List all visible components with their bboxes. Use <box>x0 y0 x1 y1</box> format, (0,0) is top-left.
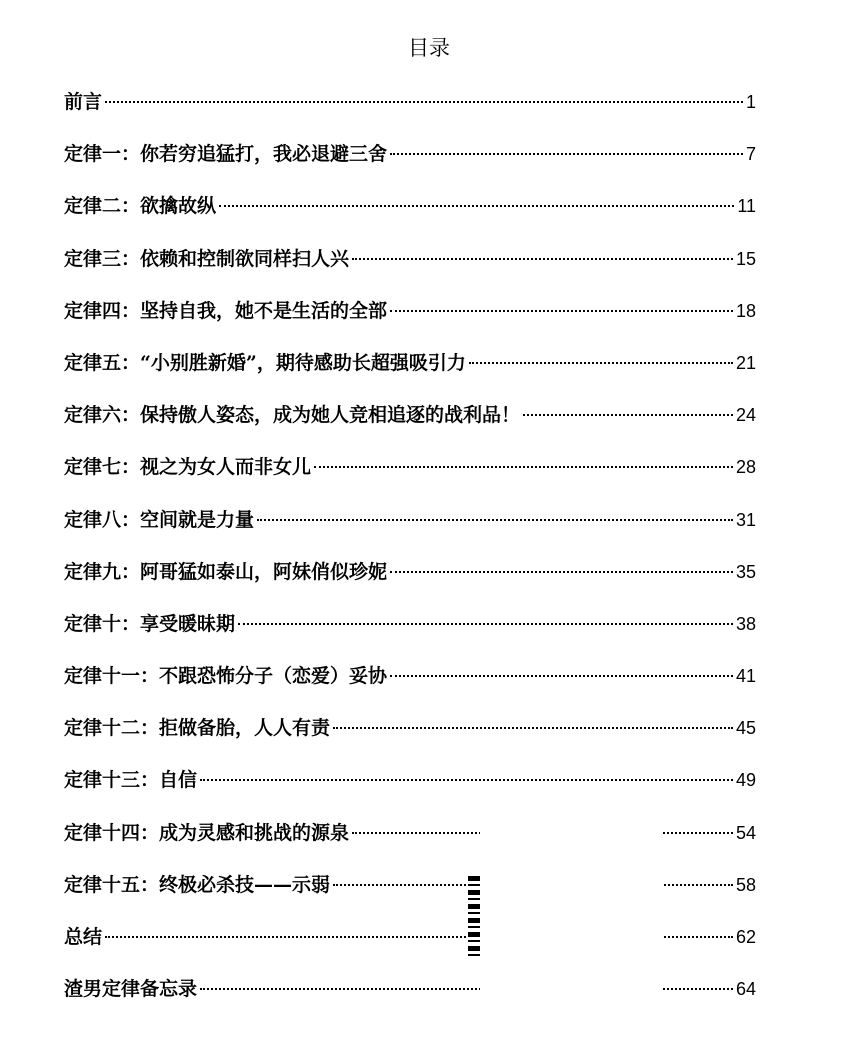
toc-entry-law-11[interactable] <box>64 656 756 708</box>
dot-leader <box>314 466 733 468</box>
dot-leader <box>390 675 733 677</box>
qr-code-icon <box>468 876 480 960</box>
dot-leader <box>390 153 743 155</box>
toc-entry-page: 18 <box>735 300 756 321</box>
toc-entry-label: 总结 <box>64 926 103 948</box>
toc-entry-law-7[interactable] <box>64 447 756 499</box>
toc-entry-law-10[interactable] <box>64 604 756 656</box>
toc-entry-law-8[interactable] <box>64 500 756 552</box>
overlay-patch <box>480 826 663 996</box>
toc-entry-page: 21 <box>735 352 756 373</box>
toc-entry-page: 15 <box>735 248 756 269</box>
toc-entry-label: 定律二：欲擒故纵 <box>64 195 217 218</box>
toc-entry-page: 31 <box>735 509 756 530</box>
toc-entry-label: 渣男定律备忘录 <box>64 978 198 1001</box>
toc-entry-law-9[interactable] <box>64 552 756 604</box>
dot-leader <box>200 779 733 781</box>
toc-entry-label: 前言 <box>64 91 103 113</box>
toc-entry-law-12[interactable] <box>64 708 756 760</box>
toc-entry-label: 定律三：依赖和控制欲同样扫人兴 <box>64 247 350 270</box>
toc-entry-page: 11 <box>737 196 756 217</box>
toc-entry-preface[interactable] <box>64 82 756 134</box>
toc-entry-page: 62 <box>735 927 756 947</box>
toc-entry-law-3[interactable] <box>64 239 756 291</box>
toc-entry-law-13[interactable] <box>64 760 756 812</box>
toc-entry-label: 定律五：“小别胜新婚”，期待感助长超强吸引力 <box>64 351 466 374</box>
toc-entry-label: 定律十一：不跟恐怖分子（恋爱）妥协 <box>64 665 388 688</box>
toc-entry-law-1[interactable] <box>64 134 756 186</box>
toc-entry-label: 定律八：空间就是力量 <box>64 508 255 531</box>
toc-entry-label: 定律十五：终极必杀技——示弱 <box>64 873 331 896</box>
dot-leader <box>333 727 733 729</box>
dot-leader <box>257 519 733 521</box>
toc-entry-page: 1 <box>745 92 756 112</box>
dot-leader <box>219 205 734 207</box>
toc-entry-page: 41 <box>735 666 756 687</box>
toc-entry-law-5[interactable] <box>64 343 756 395</box>
toc-entry-page: 24 <box>735 405 756 426</box>
toc-entry-label: 定律十二：拒做备胎，人人有责 <box>64 717 331 740</box>
toc-entry-page: 45 <box>735 718 756 739</box>
toc-entry-label: 定律十三：自信 <box>64 769 198 792</box>
toc-entry-page: 64 <box>735 979 756 1000</box>
toc-entry-label: 定律十：享受暖昧期 <box>64 612 236 635</box>
dot-leader <box>238 623 733 625</box>
toc-title: 目录 <box>408 36 450 60</box>
toc-entry-page: 54 <box>735 822 756 843</box>
dot-leader <box>352 258 733 260</box>
toc-entry-label: 定律九：阿哥猛如泰山，阿妹俏似珍妮 <box>64 560 388 583</box>
toc-entry-label: 定律四：坚持自我，她不是生活的全部 <box>64 299 388 322</box>
toc-entry-law-6[interactable] <box>64 395 756 447</box>
toc-entry-label: 定律十四：成为灵感和挑战的源泉 <box>64 821 350 844</box>
toc-entry-label: 定律一：你若穷追猛打，我必退避三舍 <box>64 143 388 166</box>
toc-entry-label: 定律六：保持傲人姿态，成为她人竞相追逐的战利品！ <box>64 404 521 427</box>
toc-entry-page: 28 <box>735 457 756 478</box>
toc-entry-law-4[interactable] <box>64 291 756 343</box>
dot-leader <box>523 414 733 416</box>
dot-leader <box>105 101 743 103</box>
toc-entry-page: 38 <box>735 613 756 634</box>
dot-leader <box>390 571 733 573</box>
toc-entry-page: 7 <box>745 144 756 165</box>
toc-entry-page: 35 <box>735 561 756 582</box>
toc-entry-page: 49 <box>735 770 756 791</box>
dot-leader <box>469 362 733 364</box>
dot-leader <box>390 310 733 312</box>
toc-entry-page: 58 <box>735 874 756 895</box>
toc-entry-label: 定律七：视之为女人而非女儿 <box>64 456 312 479</box>
toc-entry-law-2[interactable] <box>64 186 756 238</box>
